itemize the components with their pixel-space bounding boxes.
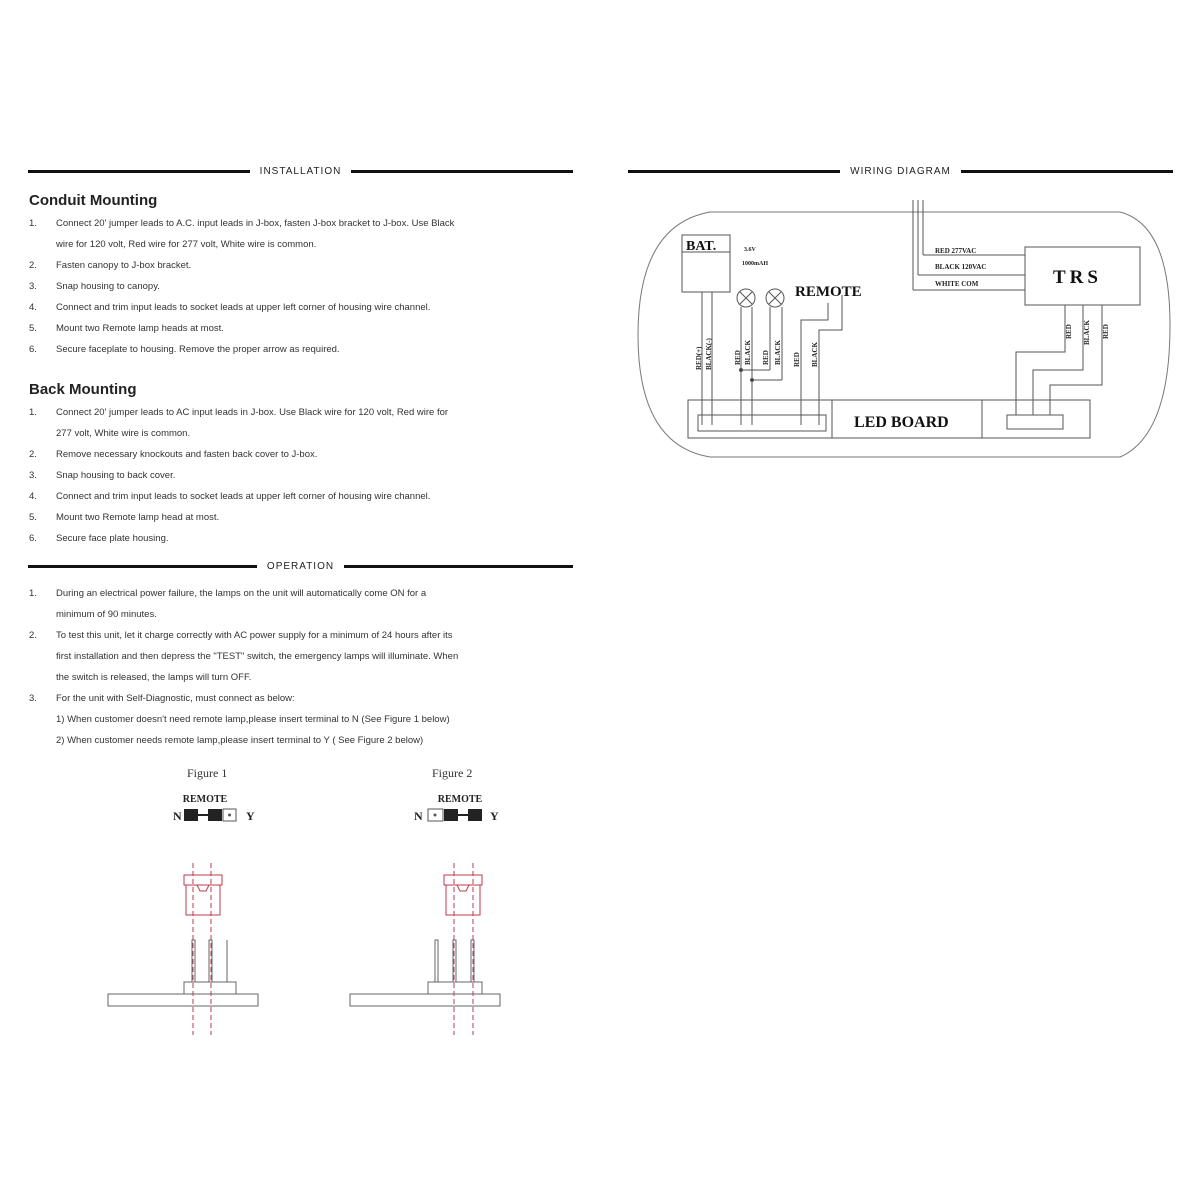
list-text: Connect and trim input leads to socket leads at upper left corner of housing wire channel.: [56, 302, 431, 313]
list-item-continuation: [29, 423, 574, 444]
list-text: first installation and then depress the "TEST" switch, the emergency lamps will illuminate. When: [56, 651, 459, 662]
list-item: [29, 486, 574, 507]
list-number: 5.: [29, 512, 37, 523]
list-text: Fasten canopy to J-box bracket.: [56, 260, 192, 271]
list-number: 6.: [29, 344, 37, 355]
list-item-continuation: [29, 709, 574, 730]
n-label: N: [173, 809, 182, 823]
list-item-continuation: [29, 667, 574, 688]
list-text: During an electrical power failure, the lamps on the unit will automatically come ON for a: [56, 588, 427, 599]
list-item: [29, 444, 574, 465]
list-item: [29, 528, 574, 549]
list-number: 5.: [29, 323, 37, 334]
lamp-wire-3: RED: [762, 350, 770, 365]
battery-wire-red: RED(+): [695, 346, 703, 370]
list-text: Connect and trim input leads to socket leads at upper left corner of housing wire channel.: [56, 491, 431, 502]
list-item: [29, 402, 574, 423]
list-text: wire for 120 volt, Red wire for 277 volt, White wire is common.: [56, 239, 317, 250]
list-text: Mount two Remote lamp head at most.: [56, 512, 220, 523]
wiring-diagram: [630, 195, 1175, 465]
trs-wire-red-1: RED: [1065, 324, 1073, 339]
trs-wire-black: BLACK: [1083, 320, 1091, 345]
list-number: 2.: [29, 449, 37, 460]
section-title-operation: OPERATION: [266, 560, 335, 572]
lamp-wire-1: RED: [734, 350, 742, 365]
lamp-wire-2: BLACK: [744, 340, 752, 365]
list-text: Snap housing to back cover.: [56, 470, 176, 481]
list-number: 4.: [29, 491, 37, 502]
list-item: [29, 339, 574, 360]
list-text: Remove necessary knockouts and fasten back cover to J-box.: [56, 449, 318, 460]
led-board-label: LED BOARD: [854, 414, 949, 431]
list-number: 4.: [29, 302, 37, 313]
list-item: [29, 213, 574, 234]
divider: [28, 565, 257, 568]
list-number: 6.: [29, 533, 37, 544]
trs-wire-red-2: RED: [1102, 324, 1110, 339]
section-title-installation: INSTALLATION: [259, 165, 342, 177]
list-number: 3.: [29, 470, 37, 481]
list-item: [29, 625, 574, 646]
list-number: 1.: [29, 218, 37, 229]
list-number: 3.: [29, 693, 37, 704]
installation-rule: [28, 164, 573, 178]
n-label: N: [414, 809, 423, 823]
list-item: [29, 465, 574, 486]
input-wire-red: RED 277VAC: [935, 247, 977, 255]
list-text: Connect 20' jumper leads to A.C. input leads in J-box, fasten J-box bracket to J-box. Use Black: [56, 218, 455, 229]
list-number: 3.: [29, 281, 37, 292]
list-text: Secure faceplate to housing. Remove the proper arrow as required.: [56, 344, 340, 355]
list-item-continuation: [29, 730, 574, 751]
list-item: [29, 583, 574, 604]
lamp-wire-4: BLACK: [774, 340, 782, 365]
section-title-wiring: WIRING DIAGRAM: [850, 165, 951, 177]
y-label: Y: [490, 809, 499, 823]
list-text: Secure face plate housing.: [56, 533, 169, 544]
heading-back-mounting: Back Mounting: [29, 381, 137, 398]
divider: [344, 565, 573, 568]
list-text: Snap housing to canopy.: [56, 281, 160, 292]
list-text: Mount two Remote lamp heads at most.: [56, 323, 224, 334]
list-item: [29, 507, 574, 528]
list-item-continuation: [29, 234, 574, 255]
list-item: [29, 276, 574, 297]
divider: [351, 170, 573, 173]
remote-wire-red: RED: [793, 352, 801, 367]
divider: [961, 170, 1173, 173]
figure-2-caption: Figure 2: [432, 766, 473, 780]
list-number: 2.: [29, 630, 37, 641]
list-number: 1.: [29, 588, 37, 599]
list-item: [29, 297, 574, 318]
remote-label: REMOTE: [795, 284, 862, 300]
figure-1-diagram: [100, 785, 280, 1035]
list-text: 2) When customer needs remote lamp,please insert terminal to Y ( See Figure 2 below): [56, 735, 424, 746]
list-text: To test this unit, let it charge correctly with AC power supply for a minimum of 24 hours after its: [56, 630, 453, 641]
remote-wire-black: BLACK: [811, 342, 819, 367]
trs-label: TRS: [1053, 267, 1102, 288]
wiring-rule: [628, 164, 1173, 178]
input-wire-white: WHITE COM: [935, 280, 979, 288]
remote-label: REMOTE: [437, 794, 483, 805]
battery-wire-black: BLACK(-): [705, 338, 713, 370]
list-number: 1.: [29, 407, 37, 418]
list-item-continuation: [29, 646, 574, 667]
battery-voltage: 3.6V: [744, 247, 756, 253]
list-text: minimum of 90 minutes.: [56, 609, 157, 620]
list-number: 2.: [29, 260, 37, 271]
figure-2-diagram: [340, 785, 520, 1035]
battery-label: BAT.: [686, 239, 717, 254]
list-text: the switch is released, the lamps will turn OFF.: [56, 672, 252, 683]
divider: [28, 170, 250, 173]
operation-rule: [28, 559, 573, 573]
list-text: Connect 20' jumper leads to AC input leads in J-box. Use Black wire for 120 volt, Red wire for: [56, 407, 449, 418]
input-wire-black: BLACK 120VAC: [935, 263, 987, 271]
heading-conduit-mounting: Conduit Mounting: [29, 192, 158, 209]
list-item-continuation: [29, 604, 574, 625]
list-item: [29, 255, 574, 276]
figure-1-caption: Figure 1: [187, 766, 228, 780]
list-text: 277 volt, White wire is common.: [56, 428, 191, 439]
list-text: For the unit with Self-Diagnostic, must connect as below:: [56, 693, 295, 704]
list-text: 1) When customer doesn't need remote lamp,please insert terminal to N (See Figure 1 below): [56, 714, 450, 725]
list-item: [29, 688, 574, 709]
list-item: [29, 318, 574, 339]
divider: [628, 170, 840, 173]
battery-capacity: 1000mAH: [742, 261, 768, 267]
remote-label: REMOTE: [182, 794, 228, 805]
y-label: Y: [246, 809, 255, 823]
